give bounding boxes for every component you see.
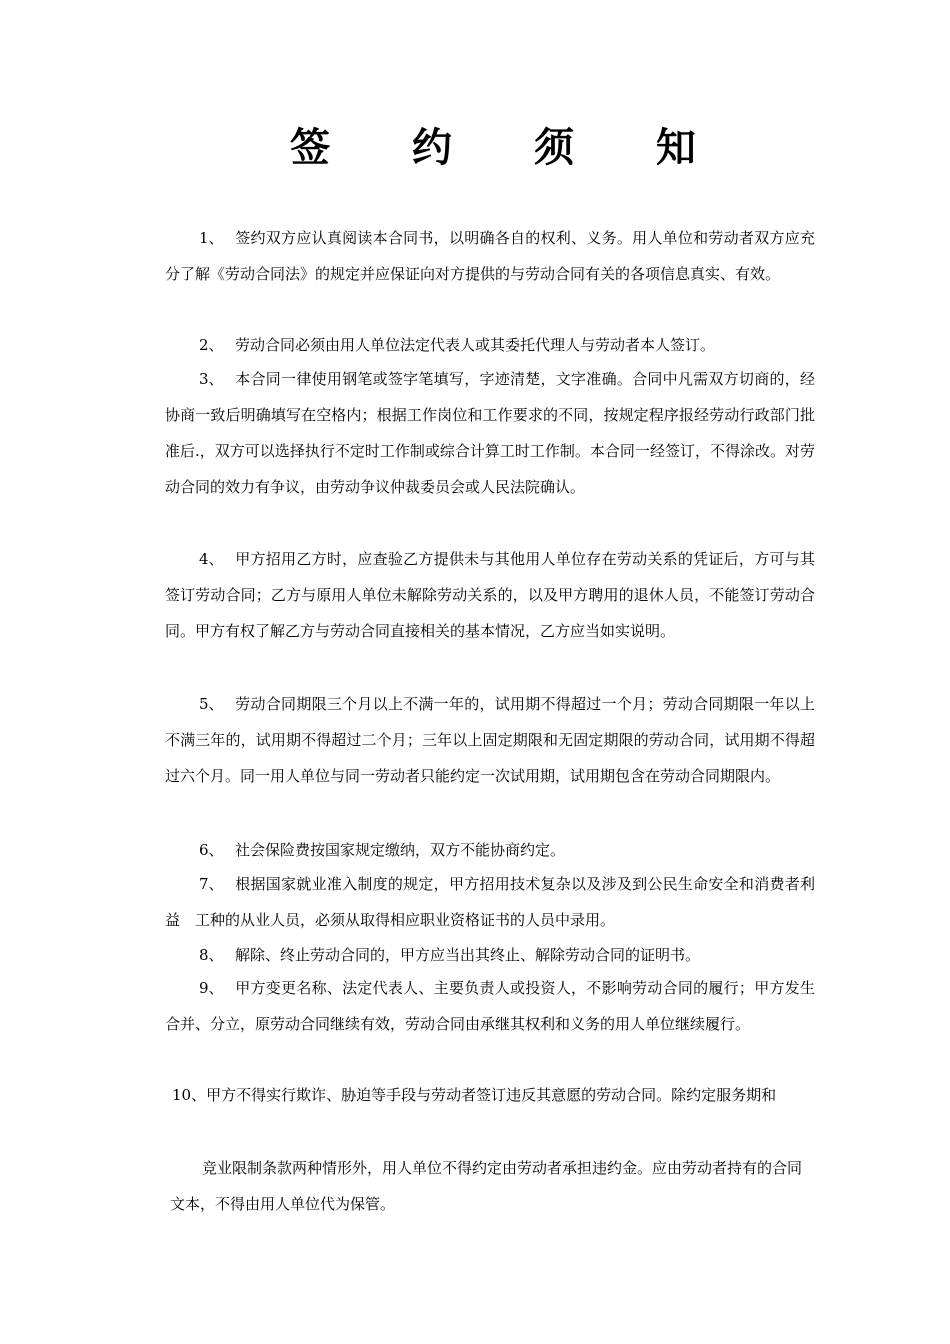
clause-text: 劳动合同必须由用人单位法定代表人或其委托代理人与劳动者本人签订。 bbox=[235, 336, 716, 354]
clause-number: 3、 bbox=[199, 370, 224, 388]
clause-3 bbox=[165, 361, 815, 505]
clause-text: 社会保险费按国家规定缴纳，双方不能协商约定。 bbox=[235, 841, 566, 859]
clause-8 bbox=[165, 937, 815, 973]
clause-10-text: 10、甲方不得实行欺诈、胁迫等手段与劳动者签订违反其意愿的劳动合同。除约定服务期和 bbox=[172, 1086, 777, 1104]
clause-text: 解除、终止劳动合同的，甲方应当出其终止、解除劳动合同的证明书。 bbox=[235, 946, 701, 964]
clause-number: 4、 bbox=[199, 550, 224, 568]
clause-text: 劳动合同期限三个月以上不满一年的，试用期不得超过一个月；劳动合同期限一年以上不满三年的，试用期不得超过二个月；三年以上固定期限和无固定期限的劳动合同，试用期不得超过六个月。同一用人单位与同一劳动者只能约定一次试用期，试用期包含在劳动合同期限内。 bbox=[165, 695, 815, 785]
clause-number: 7、 bbox=[199, 875, 224, 893]
clause-text: 本合同一律使用钢笔或签字笔填写，字迹清楚，文字准确。合同中凡需双方切商的，经协商一致后明确填写在空格内；根据工作岗位和工作要求的不同，按规定程序报经劳动行政部门批准后.，双方可以选择执行不定时工作制或综合计算工时工作制。本合同一经签订，不得涂改。对劳动合同的效力有争议，由劳动争议仲裁委员会或人民法院确认。 bbox=[165, 370, 815, 496]
clause-1 bbox=[165, 220, 815, 292]
clause-10-continuation: 竞业限制条款两种情形外，用人单位不得约定由劳动者承担违约金。应由劳动者持有的合同文本，不得由用人单位代为保管。 bbox=[170, 1159, 803, 1213]
page-title: 签 约 须 知 bbox=[290, 124, 730, 171]
clause-5 bbox=[165, 686, 815, 794]
clause-number: 1、 bbox=[199, 229, 224, 247]
clause-4 bbox=[165, 541, 815, 649]
clause-number: 9、 bbox=[199, 979, 224, 997]
clause-text: 甲方变更名称、法定代表人、主要负责人或投资人，不影响劳动合同的履行；甲方发生合并、分立，原劳动合同继续有效，劳动合同由承继其权利和义务的用人单位继续履行。 bbox=[165, 979, 815, 1033]
clause-text: 甲方招用乙方时，应查验乙方提供未与其他用人单位存在劳动关系的凭证后，方可与其签订劳动合同；乙方与原用人单位未解除劳动关系的，以及甲方聘用的退休人员，不能签订劳动合同。甲方有权了解乙方与劳动合同直接相关的基本情况，乙方应当如实说明。 bbox=[165, 550, 815, 640]
clause-6 bbox=[165, 832, 815, 868]
clause-number: 2、 bbox=[199, 336, 224, 354]
clause-text: 签约双方应认真阅读本合同书，以明确各自的权利、义务。用人单位和劳动者双方应充分了解《劳动合同法》的规定并应保证向对方提供的与劳动合同有关的各项信息真实、有效。 bbox=[165, 229, 815, 283]
clause-10 bbox=[138, 1077, 818, 1113]
clause-number: 8、 bbox=[199, 946, 224, 964]
clause-text: 根据国家就业准入制度的规定，甲方招用技术复杂以及涉及到公民生命安全和消费者利益 工种的从业人员，必须从取得相应职业资格证书的人员中录用。 bbox=[165, 875, 815, 929]
clause-7 bbox=[165, 866, 815, 938]
clause-2 bbox=[165, 327, 815, 363]
clause-number: 6、 bbox=[199, 841, 224, 859]
clause-number: 5、 bbox=[199, 695, 224, 713]
clause-9 bbox=[165, 970, 815, 1042]
